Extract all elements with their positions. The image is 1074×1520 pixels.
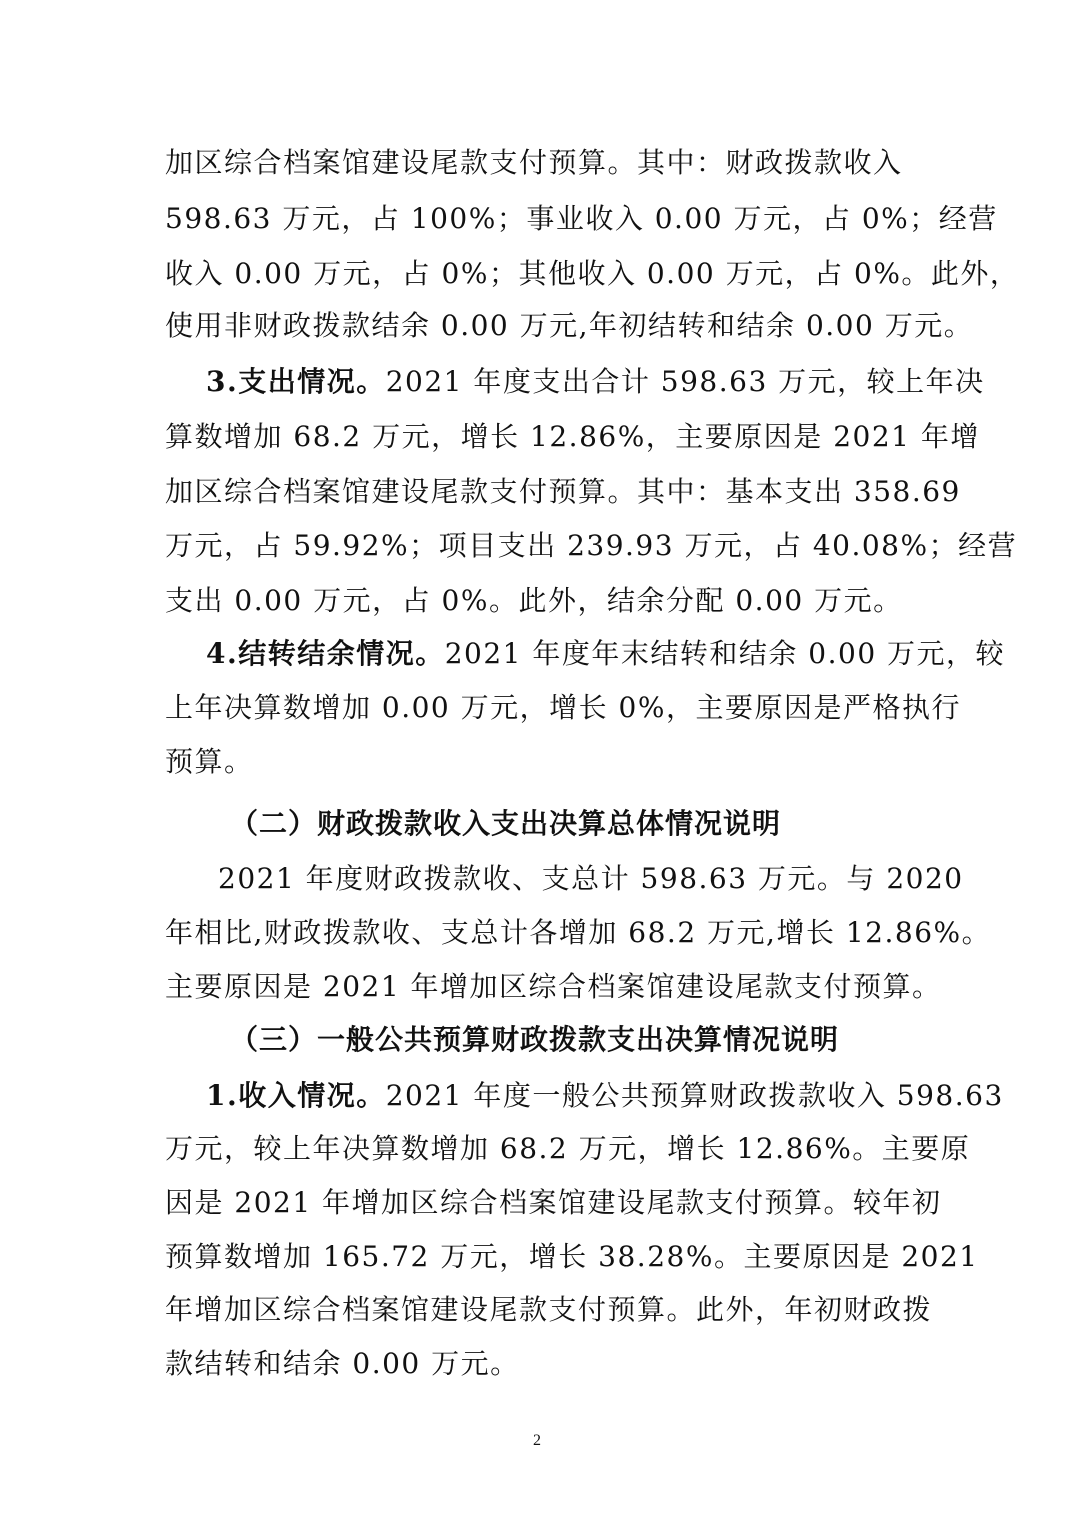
body-line: 上年决算数增加 0.00 万元，增长 0%，主要原因是严格执行 — [165, 691, 961, 724]
body-line: 万元，较上年决算数增加 68.2 万元，增长 12.86%。主要原 — [165, 1132, 971, 1165]
body-line: 2021 年度财政拨款收、支总计 598.63 万元。与 2020 — [218, 862, 964, 895]
body-line: 预算数增加 165.72 万元，增长 38.28%。主要原因是 2021 — [165, 1240, 979, 1273]
body-line: 598.63 万元，占 100%；事业收入 0.00 万元，占 0%；经营 — [165, 202, 998, 235]
body-text: 2021 年度年末结转和结余 0.00 万元，较 — [444, 637, 1006, 670]
body-line: 因是 2021 年增加区综合档案馆建设尾款支付预算。较年初 — [165, 1186, 942, 1219]
paragraph-expenditure — [206, 362, 985, 402]
paragraph-carryover — [206, 634, 1006, 674]
section-heading: （二）财政拨款收入支出决算总体情况说明 — [230, 807, 782, 840]
body-line: 算数增加 68.2 万元，增长 12.86%，主要原因是 2021 年增 — [165, 420, 980, 453]
section-label: 4.结转结余情况。 — [206, 637, 445, 670]
body-line: 款结转和结余 0.00 万元。 — [165, 1347, 520, 1380]
body-line: 年相比,财政拨款收、支总计各增加 68.2 万元,增长 12.86%。 — [165, 916, 992, 949]
page-number: 2 — [533, 1432, 541, 1449]
body-line: 收入 0.00 万元，占 0%；其他收入 0.00 万元，占 0%。此外， — [165, 257, 1020, 290]
body-line: 主要原因是 2021 年增加区综合档案馆建设尾款支付预算。 — [165, 970, 942, 1003]
body-line: 年增加区综合档案馆建设尾款支付预算。此外，年初财政拨 — [165, 1293, 933, 1326]
body-text: 2021 年度一般公共预算财政拨款收入 598.63 — [385, 1079, 1004, 1112]
section-heading: （三）一般公共预算财政拨款支出决算情况说明 — [230, 1023, 840, 1056]
section-label: 3.支出情况。 — [206, 365, 386, 398]
paragraph-income — [206, 1076, 1004, 1116]
body-line: 加区综合档案馆建设尾款支付预算。其中：基本支出 358.69 — [165, 475, 961, 508]
body-line: 使用非财政拨款结余 0.00 万元,年初结转和结余 0.00 万元。 — [165, 309, 974, 342]
body-text: 2021 年度支出合计 598.63 万元，较上年决 — [385, 365, 985, 398]
body-line: 加区综合档案馆建设尾款支付预算。其中：财政拨款收入 — [165, 146, 903, 179]
section-label: 1.收入情况。 — [206, 1079, 386, 1112]
body-line: 预算。 — [165, 745, 254, 778]
body-line: 支出 0.00 万元，占 0%。此外，结余分配 0.00 万元。 — [165, 584, 903, 617]
body-line: 万元，占 59.92%；项目支出 239.93 万元，占 40.08%；经营 — [165, 529, 1018, 562]
